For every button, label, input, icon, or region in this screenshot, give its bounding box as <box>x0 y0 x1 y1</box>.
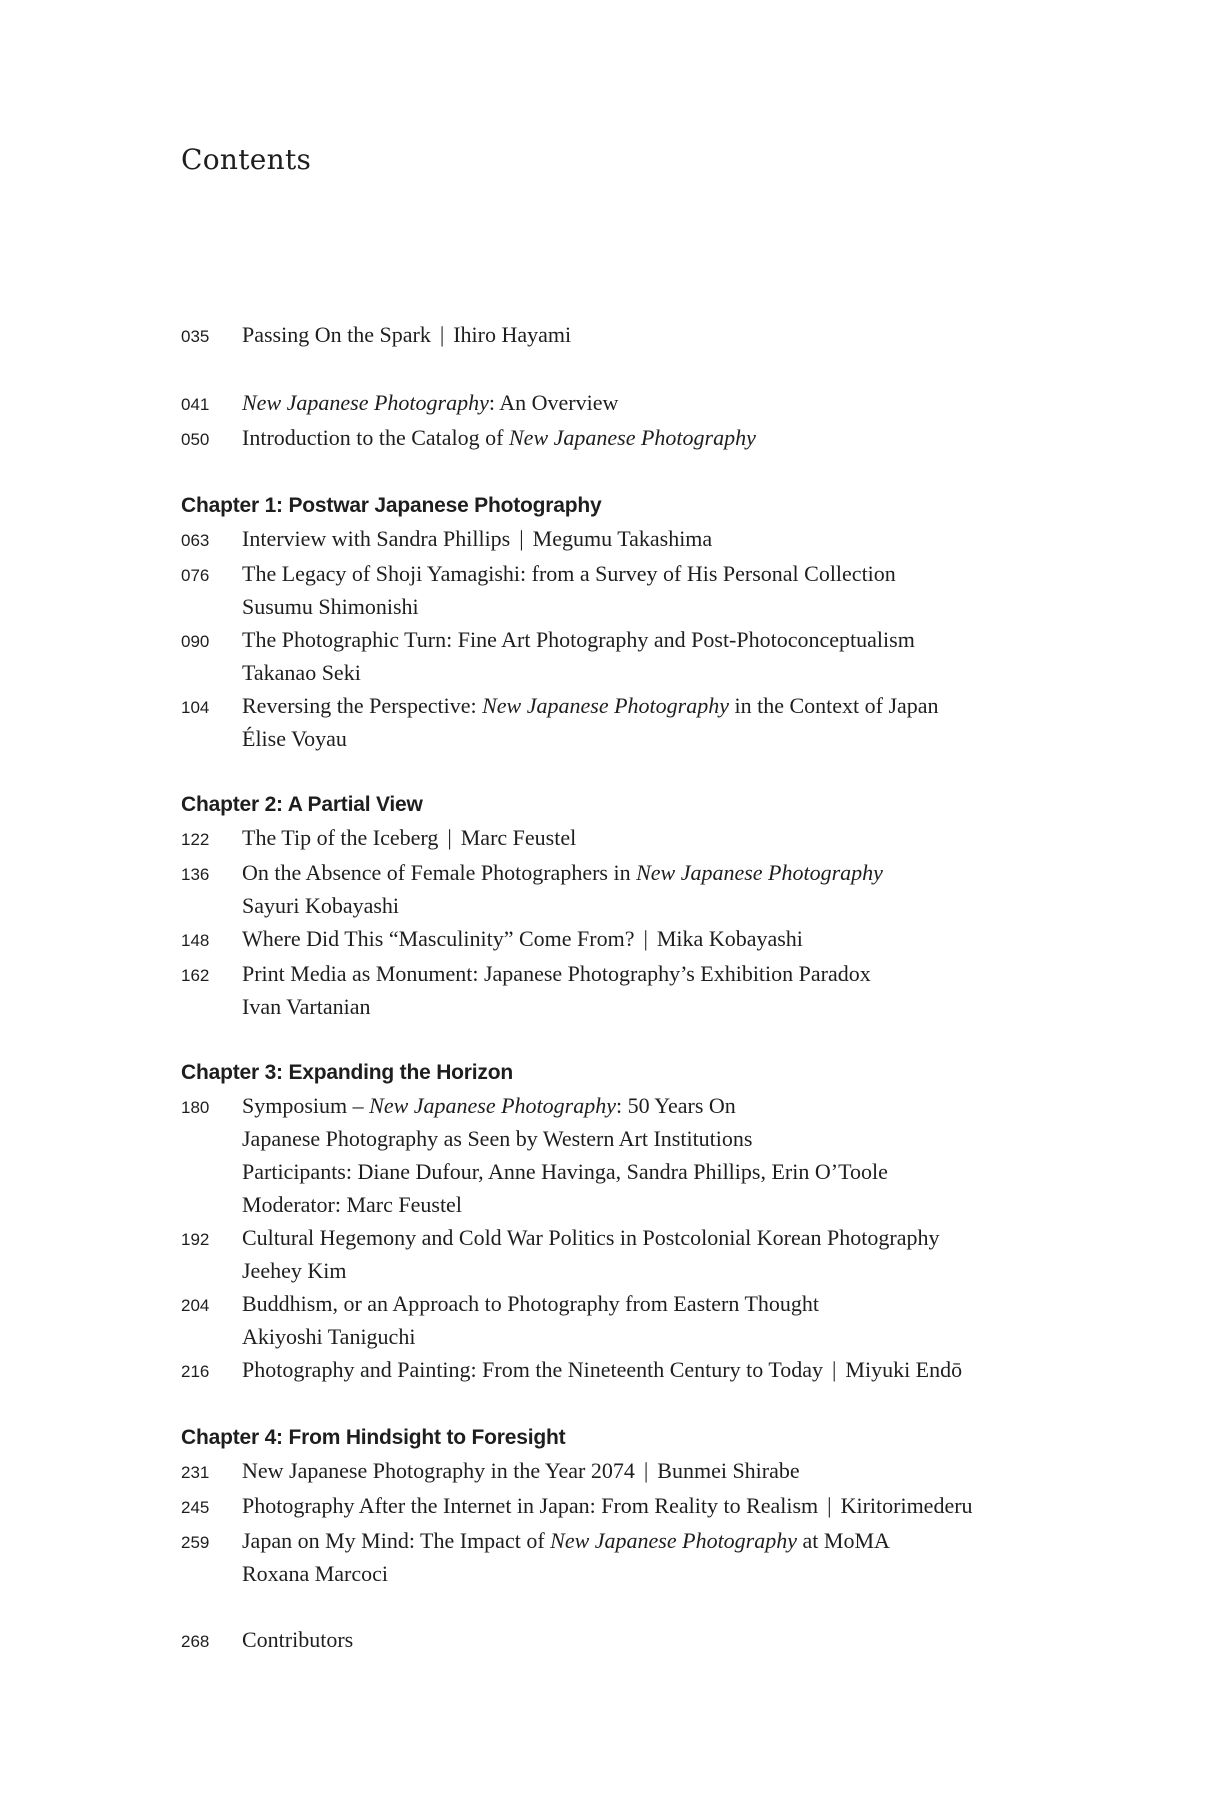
page-number: 035 <box>181 327 210 346</box>
text-segment: Megumu Takashima <box>532 526 713 551</box>
entry-subline <box>242 1188 1181 1221</box>
text-segment: The Tip of the Iceberg <box>242 825 439 850</box>
page-number: 148 <box>181 931 210 950</box>
text-segment: The Legacy of Shoji Yamagishi: from a Survey of His Personal Collection <box>242 561 896 586</box>
italic-title-segment: New Japanese Photography <box>482 693 729 718</box>
page-number: 268 <box>181 1632 210 1651</box>
entry-text <box>242 318 1181 351</box>
page-number: 122 <box>181 830 210 849</box>
text-segment: Élise Voyau <box>242 726 347 751</box>
entry-title-line <box>242 1089 1181 1122</box>
text-segment: Cultural Hegemony and Cold War Politics in Postcolonial Korean Photography <box>242 1225 940 1250</box>
text-segment: New Japanese Photography in the Year 2074 <box>242 1458 635 1483</box>
toc-group <box>181 318 1181 353</box>
text-segment: Kiritorimederu <box>840 1493 973 1518</box>
toc-entry[interactable] <box>181 557 1181 623</box>
author-separator: | <box>827 1493 832 1518</box>
toc-entry[interactable] <box>181 1623 1181 1658</box>
text-segment: Photography After the Internet in Japan: From Reality to Realism <box>242 1493 819 1518</box>
page-number: 231 <box>181 1463 210 1482</box>
entry-title-line <box>242 318 1181 351</box>
page-number: 180 <box>181 1098 210 1117</box>
entry-subline <box>242 1155 1181 1188</box>
toc-entry[interactable] <box>181 421 1181 456</box>
italic-title-segment: New Japanese Photography <box>636 860 883 885</box>
italic-title-segment: New Japanese Photography <box>242 390 489 415</box>
entry-subline <box>242 590 1181 623</box>
text-segment: Roxana Marcoci <box>242 1561 388 1586</box>
author-separator: | <box>831 1357 837 1382</box>
text-segment: Sayuri Kobayashi <box>242 893 400 918</box>
entry-text <box>242 1353 1181 1386</box>
entry-subline <box>242 722 1181 755</box>
toc-entry[interactable] <box>181 386 1181 421</box>
text-segment: : An Overview <box>488 390 619 415</box>
toc-group <box>181 788 1181 1023</box>
entry-subline <box>242 656 1181 689</box>
text-segment: Passing On the Spark <box>242 322 431 347</box>
italic-title-segment: New Japanese Photography <box>369 1093 616 1118</box>
entry-title-line <box>242 557 1181 590</box>
toc-entry[interactable] <box>181 318 1181 353</box>
text-segment: Ivan Vartanian <box>242 994 371 1019</box>
entry-subline <box>242 1254 1181 1287</box>
chapter-heading: Chapter 4: From Hindsight to Foresight <box>181 1426 566 1449</box>
text-segment: in the Context of Japan <box>728 693 939 718</box>
toc-entry[interactable] <box>181 1489 1181 1524</box>
entry-title-line <box>242 1524 1181 1557</box>
entry-title-line <box>242 421 1181 454</box>
author-separator: | <box>447 825 452 850</box>
toc-entry[interactable] <box>181 957 1181 1023</box>
entry-title-line <box>242 1221 1181 1254</box>
entry-text <box>242 922 1181 955</box>
toc-entry[interactable] <box>181 856 1181 922</box>
entry-title-line <box>242 1287 1181 1320</box>
page-number: 216 <box>181 1362 210 1381</box>
toc-group <box>181 489 1181 755</box>
entry-title-line <box>242 1489 1181 1522</box>
chapter-heading: Chapter 2: A Partial View <box>181 793 423 816</box>
entry-subline <box>242 1122 1181 1155</box>
text-segment: Photography and Painting: From the Nineteenth Century to Today <box>242 1357 823 1382</box>
entry-subline <box>242 1557 1181 1590</box>
text-segment: Contributors <box>242 1627 354 1652</box>
toc-entry[interactable] <box>181 1454 1181 1489</box>
text-segment: Moderator: Marc Feustel <box>242 1192 462 1217</box>
italic-title-segment: New Japanese Photography <box>550 1528 798 1553</box>
entry-text <box>242 421 1181 454</box>
text-segment: Print Media as Monument: Japanese Photography’s Exhibition Paradox <box>242 961 871 986</box>
entry-title-line <box>242 386 1181 419</box>
toc-entry[interactable] <box>181 922 1181 957</box>
page-number: 063 <box>181 531 210 550</box>
page-number: 050 <box>181 430 210 449</box>
entry-title-line <box>242 689 1181 722</box>
text-segment: Where Did This “Masculinity” Come From? <box>242 926 635 951</box>
text-segment: Ihiro Hayami <box>453 322 572 347</box>
entry-title-line <box>242 856 1181 889</box>
page-number: 192 <box>181 1230 210 1249</box>
text-segment: Akiyoshi Taniguchi <box>242 1324 416 1349</box>
page-number: 245 <box>181 1498 210 1517</box>
entry-text <box>242 623 1181 689</box>
entry-text <box>242 1454 1181 1487</box>
text-segment: Takanao Seki <box>242 660 361 685</box>
text-segment: On the Absence of Female Photographers in <box>242 860 637 885</box>
entry-title-line <box>242 1454 1181 1487</box>
entry-text <box>242 386 1181 419</box>
text-segment: : 50 Years On <box>616 1093 736 1118</box>
text-segment: at MoMA <box>797 1528 890 1553</box>
entry-text <box>242 522 1181 555</box>
chapter-heading: Chapter 1: Postwar Japanese Photography <box>181 494 602 517</box>
page-number: 259 <box>181 1533 210 1552</box>
entry-title-line <box>242 1623 1181 1656</box>
page-title: Contents <box>181 142 312 176</box>
chapter-heading: Chapter 3: Expanding the Horizon <box>181 1061 513 1084</box>
toc-group <box>181 1623 1181 1658</box>
entry-text <box>242 1524 1181 1590</box>
author-separator: | <box>519 526 524 551</box>
text-segment: Introduction to the Catalog of <box>242 425 509 450</box>
entry-text <box>242 1489 1181 1522</box>
author-separator: | <box>643 926 648 951</box>
entry-text <box>242 1623 1181 1656</box>
entry-text <box>242 1089 1181 1221</box>
text-segment: Interview with Sandra Phillips <box>242 526 511 551</box>
entry-title-line <box>242 522 1181 555</box>
text-segment: Symposium – <box>242 1093 370 1118</box>
text-segment: Japanese Photography as Seen by Western Art Institutions <box>242 1126 753 1151</box>
text-segment: Japan on My Mind: The Impact of <box>242 1528 551 1553</box>
entry-text <box>242 821 1181 854</box>
page-number: 204 <box>181 1296 210 1315</box>
entry-text <box>242 957 1181 1023</box>
text-segment: Buddhism, or an Approach to Photography from Eastern Thought <box>242 1291 820 1316</box>
entry-subline <box>242 1320 1181 1353</box>
toc-entry[interactable] <box>181 522 1181 557</box>
entry-title-line <box>242 922 1181 955</box>
entry-text <box>242 1221 1181 1287</box>
page-number: 136 <box>181 865 210 884</box>
toc-entry[interactable] <box>181 1089 1181 1221</box>
page-number: 104 <box>181 698 210 717</box>
table-of-contents <box>181 318 1181 1691</box>
toc-entry[interactable] <box>181 689 1181 755</box>
page-number: 162 <box>181 966 210 985</box>
entry-text <box>242 689 1181 755</box>
text-segment: Participants: Diane Dufour, Anne Havinga, Sandra Phillips, Erin O’Toole <box>242 1159 888 1184</box>
toc-entry[interactable] <box>181 623 1181 689</box>
toc-entry[interactable] <box>181 1353 1181 1388</box>
toc-entry[interactable] <box>181 1221 1181 1287</box>
entry-title-line <box>242 623 1181 656</box>
page-number: 076 <box>181 566 210 585</box>
toc-group <box>181 1056 1181 1388</box>
entry-subline <box>242 889 1181 922</box>
toc-entry[interactable] <box>181 1524 1181 1590</box>
text-segment: The Photographic Turn: Fine Art Photography and Post-Photoconceptualism <box>242 627 915 652</box>
page-number: 090 <box>181 632 210 651</box>
author-separator: | <box>439 322 445 347</box>
toc-entry[interactable] <box>181 821 1181 856</box>
text-segment: Bunmei Shirabe <box>657 1458 800 1483</box>
text-segment: Mika Kobayashi <box>656 926 803 951</box>
text-segment: Reversing the Perspective: <box>242 693 483 718</box>
entry-text <box>242 557 1181 623</box>
toc-group <box>181 1421 1181 1590</box>
entry-title-line <box>242 1353 1181 1386</box>
text-segment: Susumu Shimonishi <box>242 594 419 619</box>
author-separator: | <box>643 1458 649 1483</box>
page-number: 041 <box>181 395 210 414</box>
italic-title-segment: New Japanese Photography <box>509 425 756 450</box>
entry-text <box>242 856 1181 922</box>
text-segment: Marc Feustel <box>460 825 577 850</box>
text-segment: Miyuki Endō <box>845 1357 963 1382</box>
entry-subline <box>242 990 1181 1023</box>
entry-title-line <box>242 957 1181 990</box>
entry-title-line <box>242 821 1181 854</box>
text-segment: Jeehey Kim <box>242 1258 347 1283</box>
entry-text <box>242 1287 1181 1353</box>
toc-group <box>181 386 1181 456</box>
toc-entry[interactable] <box>181 1287 1181 1353</box>
